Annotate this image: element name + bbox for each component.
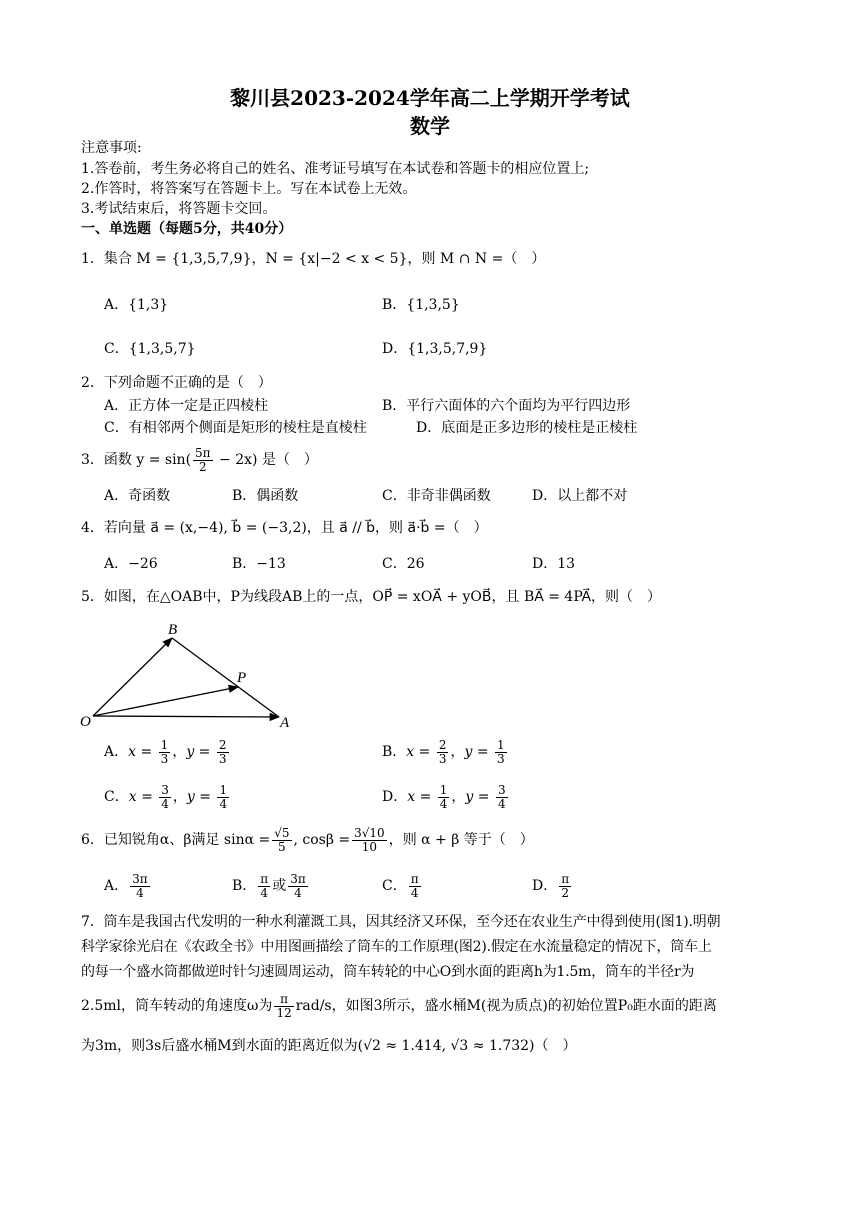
q6-option-d: D． $\frac{\pi}{2}$ [532,872,570,900]
q3-stem: 3．函数 y = sin( $\frac{5\pi}{2}$ − 2x) 是（ ） [81,446,318,474]
notes-heading: 注意事项: [81,140,142,156]
triangle-figure [76,615,306,735]
label-a: A [280,715,290,731]
q7-line-4: 2.5ml，筒车转动的角速度ω为 $\frac{\pi}{12}$ rad/s，如图3所示，盛水桶M(视为质点)的初始位置P₀距水面的距离 [81,992,717,1020]
q5-option-d: D．x = $\frac{1}{4}$ ，y = $\frac{3}{4}$ [382,783,506,811]
segment-ab [172,638,279,717]
q2-stem: 2．下列命题不正确的是（ ） [81,375,272,391]
q7-line-5: 为3m，则3s后盛水桶M到水面的距离近似为(√2 ≈ 1.414, √3 ≈ 1.732)（ ） [81,1038,577,1054]
q7-line-1: 7．筒车是我国古代发明的一种水利灌溉工具，因其经济又环保，至今还在农业生产中得到使用(图1).明朝 [81,914,721,930]
note-item-1: 1.答卷前，考生务必将自己的姓名、准考证号填写在本试卷和答题卡的相应位置上; [81,161,590,177]
segment-op [93,687,238,716]
q2-option-c: C．有相邻两个侧面是矩形的棱柱是直棱柱 [104,420,367,436]
q1-option-a: A．{1,3} [104,297,169,313]
q1-option-b: B．{1,3,5} [382,297,460,313]
q7-line-3: 的每一个盛水筒都做逆时针匀速圆周运动，筒车转轮的中心O到水面的距离h为1.5m，筒车的半径r为 [81,964,695,980]
q1-stem: 1．集合 M = {1,3,5,7,9}，N = {x|−2 < x < 5}，则 M ∩ N =（ ） [81,251,546,267]
q5-stem: 5．如图，在△OAB中，P为线段AB上的一点，OP⃗ = xOA⃗ + yOB⃗，且 BA⃗ = 4PA⃗，则（ ） [81,589,662,605]
label-p: P [237,670,247,686]
q6-option-c: C． $\frac{\pi}{4}$ [382,872,419,900]
q5-option-c: C．x = $\frac{3}{4}$ ，y = $\frac{1}{4}$ [104,783,228,811]
q5-option-a: A．x = $\frac{1}{3}$ ，y = $\frac{2}{3}$ [104,738,227,766]
section-heading: 一、单选题（每题5分，共40分） [81,221,293,237]
label-o: O [80,714,91,730]
q4-option-b: B．−13 [232,556,286,572]
q7-line-2: 科学家徐光启在《农政全书》中用图画描绘了筒车的工作原理(图2).假定在水流量稳定的情况下，筒车上 [81,939,712,955]
q2-option-a: A．正方体一定是正四棱柱 [104,398,269,414]
q3-option-b: B．偶函数 [232,488,299,504]
q2-option-d: D．底面是正多边形的棱柱是正棱柱 [416,420,638,436]
label-b: B [168,622,178,638]
q5-option-b: B．x = $\frac{2}{3}$ ，y = $\frac{1}{3}$ [382,738,505,766]
q3-option-c: C．非奇非偶函数 [382,488,491,504]
page-subtitle: 数学 [410,114,450,138]
q4-option-d: D．13 [532,556,576,572]
q1-option-d: D．{1,3,5,7,9} [382,341,488,357]
segment-ob [93,638,172,716]
q4-stem: 4．若向量 a⃗ = (x,−4), b⃗ = (−3,2)，且 a⃗ // b⃗，则 a⃗·b⃗ =（ ） [81,520,488,536]
q6-option-a: A． $\frac{3\pi}{4}$ [104,872,148,900]
note-item-3: 3.考试结束后，将答题卡交回。 [81,201,277,217]
note-item-2: 2.作答时，将答案写在答题卡上。写在本试卷上无效。 [81,181,417,197]
q6-stem: 6．已知锐角α、β满足 sinα = $\frac{√5}{5}$ , cosβ = $\frac{3√10}{10}$ ，则 α + β 等于（ ） [81,826,534,854]
q1-option-c: C．{1,3,5,7} [104,341,196,357]
page-title: 黎川县2023-2024学年高二上学期开学考试 [230,86,630,110]
q4-option-c: C．26 [382,556,425,572]
q3-option-d: D．以上都不对 [532,488,628,504]
segment-oa [93,716,279,717]
q2-option-b: B．平行六面体的六个面均为平行四边形 [382,398,631,414]
q6-option-b: B． $\frac{\pi}{4}$ 或 $\frac{3\pi}{4}$ [232,872,306,900]
q4-option-a: A．−26 [104,556,158,572]
q3-option-a: A．奇函数 [104,488,171,504]
fraction: $\frac{5\pi}{2}$ [195,446,211,474]
